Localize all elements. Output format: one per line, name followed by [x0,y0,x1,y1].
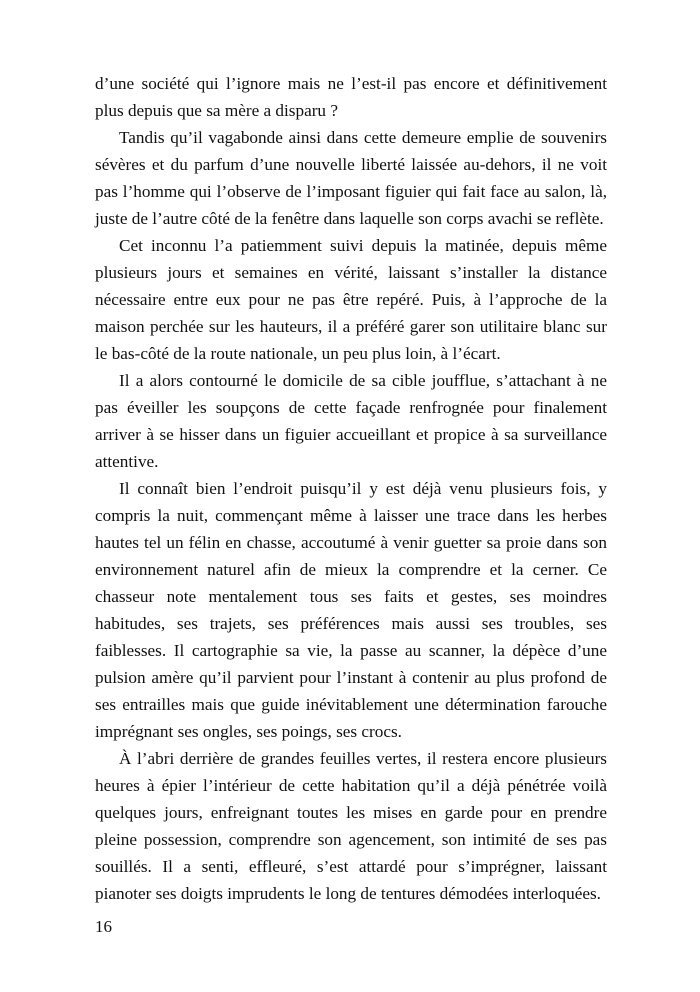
paragraph-4: Il a alors contourné le domicile de sa cible joufflue, s’attachant à ne pas éveiller les soupçons de cette façade renfrognée pour finalement arriver à se hisser dans un figuier accueillant et propice à sa surveillance attentive. [95,371,607,471]
page-body [95,70,607,907]
paragraph-3: Cet inconnu l’a patiemment suivi depuis la matinée, depuis même plusieurs jours et semaines en vérité, laissant s’installer la distance nécessaire entre eux pour ne pas être repéré. Puis, à l’approche de la maison perchée sur les hauteurs, il a préféré garer son utilitaire blanc sur le bas-côté de la route nationale, un peu plus loin, à l’écart. [95,236,607,363]
paragraph-1: d’une société qui l’ignore mais ne l’est-il pas encore et définitivement plus depuis que sa mère a disparu ? [95,74,607,120]
paragraph-6: À l’abri derrière de grandes feuilles vertes, il restera encore plusieurs heures à épier l’intérieur de cette habitation qu’il a déjà pénétrée voilà quelques jours, enfreignant toutes les mises en garde pour en prendre pleine possession, comprendre son agencement, son intimité de ses pas souillés. Il a senti, effleuré, s’est attardé pour s’imprégner, laissant pianoter ses doigts imprudents le long de tentures démodées interloquées. [95,749,607,903]
page-number: 16 [95,917,112,936]
paragraph-5: Il connaît bien l’endroit puisqu’il y est déjà venu plusieurs fois, y compris la nuit, commençant même à laisser une trace dans les herbes hautes tel un félin en chasse, accoutumé à venir guetter sa proie dans son environnement naturel afin de mieux la comprendre et la cerner. Ce chasseur note mentalement tous ses faits et gestes, ses moindres habitudes, ses trajets, ses préférences mais aussi ses troubles, ses faiblesses. Il cartographie sa vie, la passe au scanner, la dépèce d’une pulsion amère qu’il parvient pour l’instant à contenir au plus profond de ses entrailles mais que guide inévitablement une détermination farouche imprégnant ses ongles, ses poings, ses crocs. [95,479,607,741]
paragraph-2: Tandis qu’il vagabonde ainsi dans cette demeure emplie de souvenirs sévères et du parfum d’une nouvelle liberté laissée au-dehors, il ne voit pas l’homme qui l’observe de l’imposant figuier qui fait face au salon, là, juste de l’autre côté de la fenêtre dans laquelle son corps avachi se reflète. [95,128,607,228]
